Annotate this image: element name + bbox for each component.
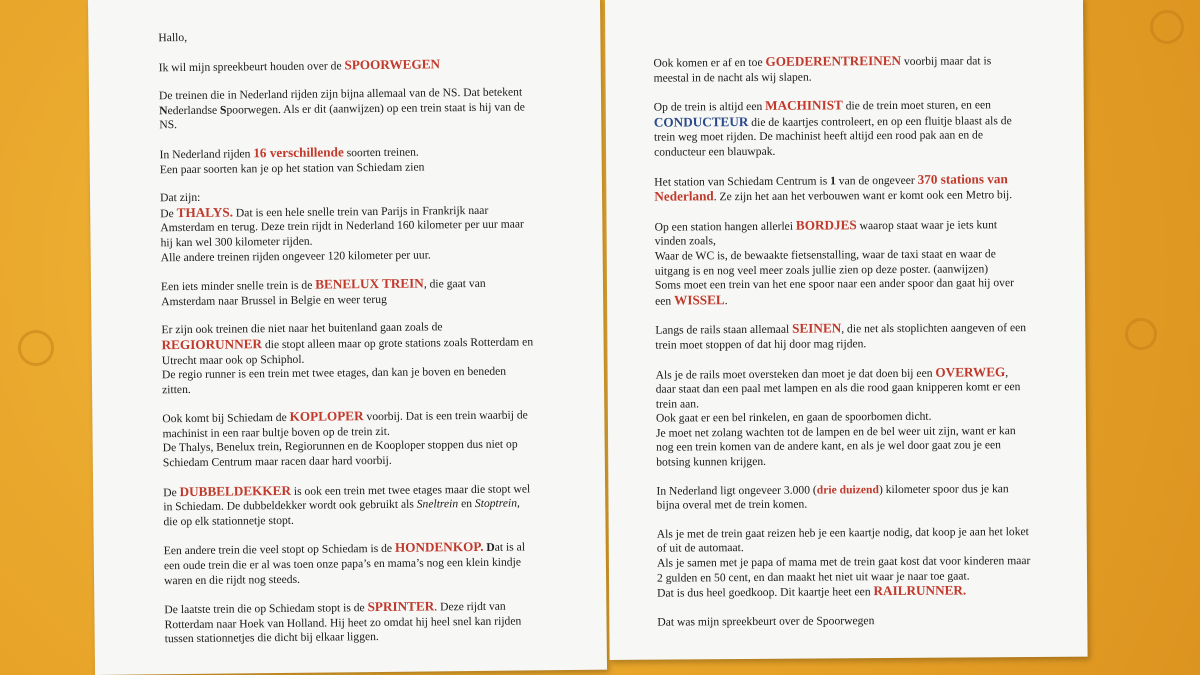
paragraph-seinen: Langs de rails staan allemaal SEINEN, die net als stoplichten aangeven of een trein moet stoppen of dat hij door mag rijden. (655, 320, 1027, 352)
paragraph-machinist: Op de trein is altijd een MACHINIST die de trein moet sturen, en een CONDUCTEUR die de kaartjes controleert, en op een fluitje blaast als de trein weg moet rijden. De machinist heeft altijd een rood pak aan en de conducteur een blauwpak. (653, 97, 1012, 159)
paragraph-regiorunner: Er zijn ook treinen die niet naar het buitenland gaan zoals de REGIORUNNER die stopt alleen maar op grote stations zoals Rotterdam en Utrecht maar ook op Schiphol. De regio runner is een trein met twee etages, dan kan je boven en beneden zitten. (161, 320, 534, 396)
greeting: Hallo, (158, 30, 188, 45)
table-swirl-decoration (18, 330, 54, 366)
paragraph-types: In Nederland rijden 16 verschillende soorten treinen. Een paar soorten kan je op het station van Schiedam zien (159, 144, 425, 176)
paragraph-ns: De treinen die in Nederland rijden zijn bijna allemaal van de NS. Dat betekent Nederlandse Spoorwegen. Als er dit (aanwijzen) op een trein staat is hij van de NS. (158, 85, 525, 132)
paragraph-goederentreinen: Ook komen er af en toe GOEDERENTREINEN voorbij maar dat is meestal in de nacht als wij slapen. (653, 52, 992, 85)
table-swirl-decoration (1150, 10, 1184, 44)
paragraph-kooploper: Ook komt bij Schiedam de KOPLOPER voorbij. Dat is een trein waarbij de machinist in een raar bultje boven op de trein zit. De Thalys, Benelux trein, Regiorunnen en de Kooploper stoppen dus niet op Schiedam Centrum maar racen daar hard voorbij. (162, 408, 528, 470)
paragraph-kaartje: Als je met de trein gaat reizen heb je een kaartje nodig, dat koop je aan het loket of uit de automaat. Als je samen met je papa of mama met de trein gaat kost dat voor kinderen maar 2 gulden en 50 cent, en dan maakt het niet uit waar je naar toe gaat. Dat is dus heel goedkoop. Dit kaartje heet een RAILRUNNER. (656, 524, 1031, 600)
left-paper-sheet (88, 0, 607, 675)
closing-line: Dat was mijn spreekbeurt over de Spoorwegen (657, 613, 875, 629)
paragraph-benelux: Een iets minder snelle trein is de BENELUX TREIN, die gaat van Amsterdam naar Brussel in Belgie en weer terug (160, 275, 486, 308)
paragraph-bordjes: Op een station hangen allerlei BORDJES waarop staat waar je iets kunt vinden zoals, Waar de WC is, de bewaakte fietsenstalling, waar de taxi staat en waar de uitgang is en nog veel meer zoals jullie zien op deze poster. (aanwijzen) Soms moet een trein van het ene spoor naar een ander spoor dan gaat hij over een WISSEL. (654, 216, 1014, 308)
paragraph-thalys: Dat zijn: De THALYS. Dat is een hele snelle trein van Parijs in Frankrijk naar Amsterdam en terug. Deze trein rijdt in Nederland 160 kilometer per uur maar hij kan wel 300 kilometer rijden. Alle andere treinen rijden ongeveer 120 kilometer per uur. (160, 190, 524, 264)
table-swirl-decoration (1125, 318, 1157, 350)
paragraph-dubbeldekker: De DUBBELDEKKER is ook een trein met twee etages maar die stopt wel in Schiedam. De dubbeldekker wordt ook gebruikt als Sneltrein en Stoptrein, die op elk stationnetje stopt. (163, 482, 531, 529)
paragraph-sprinter: De laatste trein die op Schiedam stopt is de SPRINTER. Deze rijdt van Rotterdam naar Hoek van Holland. Hij heet zo omdat hij heel snel kan rijden tussen stationnetjes die dicht bij elkaar liggen. (164, 598, 522, 646)
paragraph-stations: Het station van Schiedam Centrum is 1 van de ongeveer 370 stations van Nederland. Ze zijn het aan het verbouwen want er komt ook een Metro bij. (654, 170, 1013, 204)
paragraph-hondenkop: Een andere trein die veel stopt op Schiedam is de HONDENKOP. Dat is al een oude trein die er al was toen onze papa’s en mama’s nog een klein kindje waren en die rijdt nog steeds. (163, 539, 526, 587)
paragraph-intro: Ik wil mijn spreekbeurt houden over de SPOORWEGEN (158, 55, 441, 74)
right-paper-sheet (605, 0, 1088, 660)
paragraph-spoor-lengte: In Nederland ligt ongeveer 3.000 (drie duizend) kilometer spoor dus je kan bijna overal met de trein komen. (656, 481, 1009, 512)
paragraph-overweg: Als je de rails moet oversteken dan moet je dat doen bij een OVERWEG, daar staat dan een paal met lampen en als die rood gaan knipperen komt er een trein aan. Ook gaat er een bel rinkelen, en gaan de spoorbomen dicht. Je moet net zolang wachten tot de lampen en de bel weer uit zijn, want er kan nog een trein komen van de andere kant, en als je wel door gaat zou je een botsing kunnen krijgen. (655, 363, 1021, 469)
